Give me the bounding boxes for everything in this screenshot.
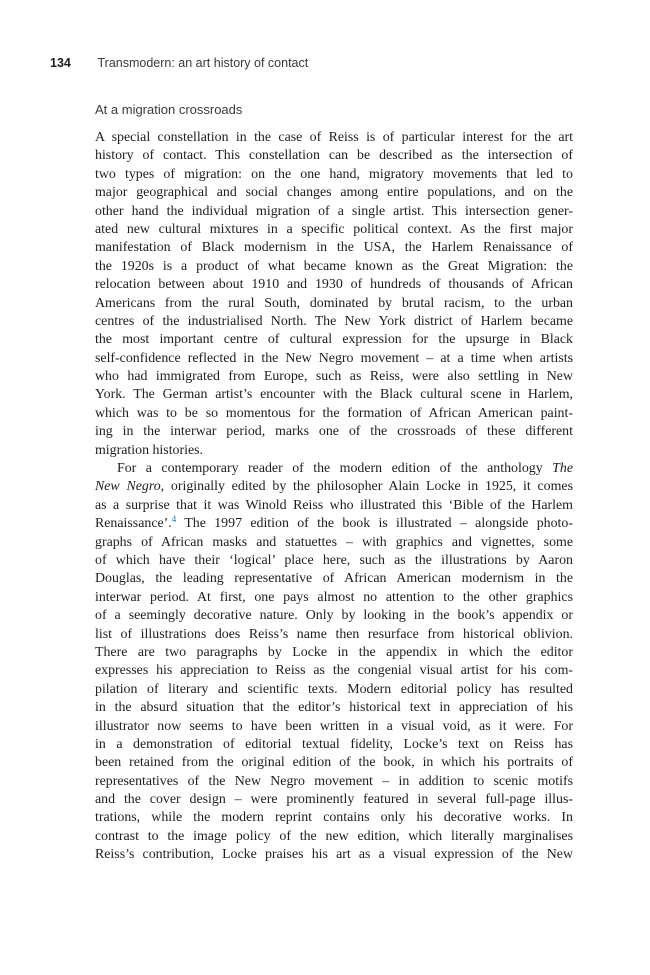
paragraph-2 — [95, 460, 573, 865]
text-line: and the cover design – were prominently featured in several full-page illus- — [95, 792, 573, 808]
section-heading: At a migration crossroads — [95, 102, 243, 117]
text-line: manifestation of Black modernism in the USA, the Harlem Renaissance of — [95, 240, 573, 256]
text-line: Douglas, the leading representative of African American modernism in the — [95, 571, 573, 587]
text-fragment: , originally edited by the philosopher Alain Locke in 1925, it comes — [160, 479, 573, 495]
text-line: York. The German artist’s encounter with the Black cultural scene in Harlem, — [95, 387, 573, 403]
text-line: ated new cultural mixtures in a specific political context. As the first major — [95, 221, 573, 237]
text-line: major geographical and social changes among entire populations, and on the — [95, 185, 573, 201]
text-line: relocation between about 1910 and 1930 of hundreds of thousands of African — [95, 277, 573, 293]
book-title: New Negro — [95, 479, 161, 495]
book-title: The — [552, 461, 573, 477]
page-number: 134 — [50, 56, 71, 70]
text-line: There are two paragraphs by Locke in the appendix in which the editor — [95, 644, 573, 660]
body-text — [95, 129, 573, 865]
text-line: list of illustrations does Reiss’s name then resurface from historical oblivion. — [95, 626, 573, 642]
text-line: other hand the individual migration of a single artist. This intersection gener- — [95, 203, 573, 219]
text-line: interwar period. At first, one pays almost no attention to the other graphics — [95, 589, 573, 605]
text-fragment: Renaissance’. — [95, 516, 172, 532]
running-head — [50, 56, 570, 76]
text-line: migration histories. — [95, 442, 204, 458]
text-line: two types of migration: on the one hand, migratory movements that led to — [95, 166, 573, 182]
footnote-link[interactable]: 4 — [171, 514, 177, 525]
text-line: which was to be so momentous for the formation of African American paint- — [95, 405, 573, 421]
text-line: ing in the interwar period, marks one of the crossroads of these different — [95, 424, 573, 440]
text-line: who had immigrated from Europe, such as Reiss, were also settling in New — [95, 369, 573, 385]
text-line: of which have their ‘logical’ place here, such as the illustrations by Aaron — [95, 552, 573, 568]
text-line: as a surprise that it was Winold Reiss who illustrated this ‘Bible of the Harlem — [95, 497, 573, 513]
text-line — [95, 478, 573, 496]
text-line: the 1920s is a product of what became known as the Great Migration: the — [95, 258, 573, 274]
text-line: contrast to the image policy of the new edition, which literally marginalises — [95, 828, 573, 844]
text-line: trations, while the modern reprint contains only his decorative works. In — [95, 810, 573, 826]
text-line — [95, 460, 573, 478]
text-fragment: The 1997 edition of the book is illustrated – alongside photo- — [176, 516, 573, 532]
text-line — [95, 515, 573, 533]
text-line: the most important centre of cultural expression for the upsurge in Black — [95, 332, 573, 348]
text-line: Reiss’s contribution, Locke praises his art as a visual expression of the New — [95, 847, 573, 863]
text-line: graphs of African masks and statuettes – with graphics and vignettes, some — [95, 534, 573, 550]
text-line: centres of the industrialised North. The New York district of Harlem became — [95, 313, 573, 329]
text-line: history of contact. This constellation can be described as the intersection of — [95, 148, 573, 164]
text-line: representatives of the New Negro movement – in addition to scenic motifs — [95, 773, 573, 789]
text-line: been retained from the original edition of the book, in which his portraits of — [95, 755, 573, 771]
text-line: illustrator now seems to have been written in a visual void, as it were. For — [95, 718, 573, 734]
text-line: in the absurd situation that the editor’s historical text in appreciation of his — [95, 700, 573, 716]
text-line: A special constellation in the case of Reiss is of particular interest for the art — [95, 130, 573, 145]
running-title: Transmodern: an art history of contact — [97, 56, 309, 70]
text-fragment: For a contemporary reader of the modern edition of the anthology — [117, 461, 553, 477]
text-line: expresses his appreciation to Reiss as the congenial visual artist for his com- — [95, 663, 573, 679]
text-line: self-confidence reflected in the New Negro movement – at a time when artists — [95, 350, 573, 366]
text-line: pilation of literary and scientific texts. Modern editorial policy has resulted — [95, 681, 573, 697]
paragraph-1 — [95, 129, 573, 460]
text-line: of a seemingly decorative nature. Only by looking in the book’s appendix or — [95, 608, 573, 624]
text-line: Americans from the rural South, dominated by brutal racism, to the urban — [95, 295, 573, 311]
text-line: in a demonstration of editorial textual fidelity, Locke’s text on Reiss has — [95, 736, 573, 752]
